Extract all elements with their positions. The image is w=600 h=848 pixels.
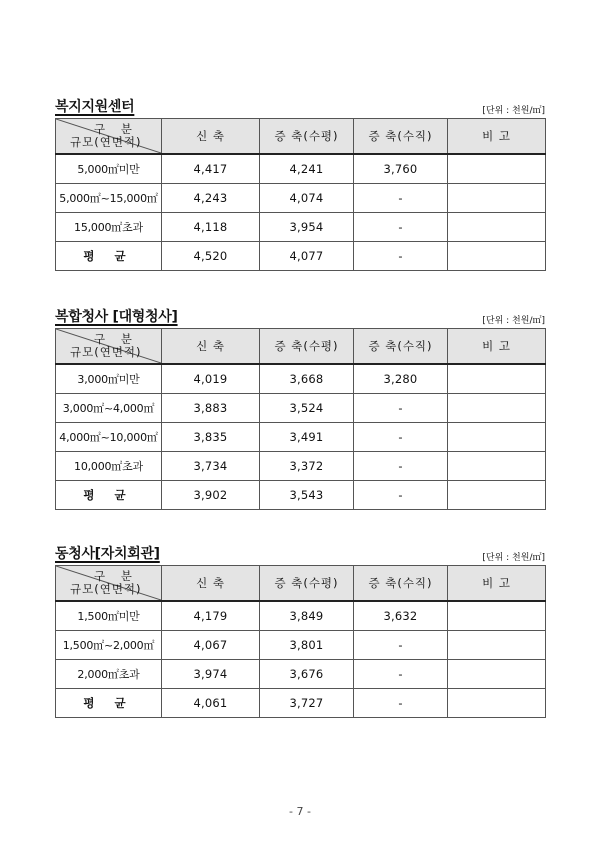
new-build-cost: 3,883 [162,394,260,423]
note-cell [448,242,546,271]
horizontal-cost: 3,849 [260,601,354,631]
table-header-row [56,566,546,602]
new-build-cost: 4,417 [162,154,260,184]
average-row [56,481,546,510]
size-label: 15,000㎡초과 [56,213,162,242]
new-build-cost: 4,061 [162,689,260,718]
section-title: 복합청사 [대형청사] [55,309,178,325]
table-header-row [56,119,546,155]
new-build-cost: 4,179 [162,601,260,631]
note-cell [448,154,546,184]
section-header [55,96,545,118]
horizontal-cost: 3,668 [260,364,354,394]
size-label: 4,000㎡~10,000㎡ [56,423,162,452]
category-header: 구 분 규모(연면적) [56,119,162,155]
table-row [56,213,546,242]
vertical-extension-header: 증 축(수직) [354,566,448,602]
note-cell [448,184,546,213]
section-title: 복지지원센터 [55,99,135,115]
vertical-cost: - [354,481,448,510]
new-build-cost: 3,835 [162,423,260,452]
section-header [55,543,545,565]
horizontal-cost: 3,372 [260,452,354,481]
vertical-extension-header: 증 축(수직) [354,329,448,365]
new-build-header: 신 축 [162,329,260,365]
note-cell [448,601,546,631]
note-cell [448,689,546,718]
note-header: 비 고 [448,566,546,602]
new-build-cost: 4,067 [162,631,260,660]
average-label: 평 균 [56,481,162,510]
size-label: 5,000㎡~15,000㎡ [56,184,162,213]
vertical-cost: - [354,184,448,213]
note-cell [448,423,546,452]
table-row [56,452,546,481]
horizontal-cost: 3,524 [260,394,354,423]
size-label: 2,000㎡초과 [56,660,162,689]
vertical-cost: - [354,213,448,242]
new-build-cost: 3,974 [162,660,260,689]
horizontal-cost: 3,954 [260,213,354,242]
table-row [56,364,546,394]
vertical-cost: - [354,423,448,452]
note-cell [448,213,546,242]
horizontal-cost: 3,676 [260,660,354,689]
table-header-row [56,329,546,365]
section-welfare-center [55,96,545,271]
horizontal-cost: 3,801 [260,631,354,660]
new-build-cost: 3,734 [162,452,260,481]
table-row [56,601,546,631]
vertical-cost: - [354,452,448,481]
vertical-cost: 3,760 [354,154,448,184]
note-cell [448,364,546,394]
category-header: 구 분 규모(연면적) [56,566,162,602]
average-row [56,242,546,271]
cost-table [55,118,546,271]
section-complex-office [55,306,545,510]
category-header: 구 분 규모(연면적) [56,329,162,365]
table-row [56,394,546,423]
vertical-cost: - [354,631,448,660]
note-cell [448,660,546,689]
size-label: 1,500㎡~2,000㎡ [56,631,162,660]
unit-label: [단위 : 천원/㎡] [482,553,545,563]
new-build-cost: 4,118 [162,213,260,242]
size-label: 10,000㎡초과 [56,452,162,481]
table-row [56,631,546,660]
note-cell [448,481,546,510]
section-header [55,306,545,328]
note-header: 비 고 [448,329,546,365]
section-title: 동청사[자치회관] [55,546,160,562]
horizontal-cost: 3,491 [260,423,354,452]
horizontal-cost: 3,727 [260,689,354,718]
unit-label: [단위 : 천원/㎡] [482,316,545,326]
average-label: 평 균 [56,242,162,271]
section-community-center [55,543,545,718]
page-number: - 7 - [289,805,311,818]
table-row [56,660,546,689]
table-row [56,423,546,452]
unit-label: [단위 : 천원/㎡] [482,106,545,116]
horizontal-cost: 4,241 [260,154,354,184]
average-row [56,689,546,718]
vertical-extension-header: 증 축(수직) [354,119,448,155]
note-cell [448,631,546,660]
new-build-cost: 4,243 [162,184,260,213]
cost-table [55,565,546,718]
horizontal-extension-header: 증 축(수평) [260,119,354,155]
new-build-cost: 4,520 [162,242,260,271]
horizontal-extension-header: 증 축(수평) [260,329,354,365]
new-build-header: 신 축 [162,119,260,155]
average-label: 평 균 [56,689,162,718]
size-label: 1,500㎡미만 [56,601,162,631]
size-label: 3,000㎡~4,000㎡ [56,394,162,423]
horizontal-cost: 3,543 [260,481,354,510]
vertical-cost: - [354,689,448,718]
note-cell [448,452,546,481]
new-build-cost: 3,902 [162,481,260,510]
vertical-cost: - [354,394,448,423]
horizontal-cost: 4,074 [260,184,354,213]
size-label: 5,000㎡미만 [56,154,162,184]
vertical-cost: 3,280 [354,364,448,394]
new-build-cost: 4,019 [162,364,260,394]
cost-table [55,328,546,510]
vertical-cost: - [354,660,448,689]
table-row [56,184,546,213]
table-row [56,154,546,184]
horizontal-cost: 4,077 [260,242,354,271]
vertical-cost: 3,632 [354,601,448,631]
note-header: 비 고 [448,119,546,155]
horizontal-extension-header: 증 축(수평) [260,566,354,602]
size-label: 3,000㎡미만 [56,364,162,394]
vertical-cost: - [354,242,448,271]
note-cell [448,394,546,423]
new-build-header: 신 축 [162,566,260,602]
